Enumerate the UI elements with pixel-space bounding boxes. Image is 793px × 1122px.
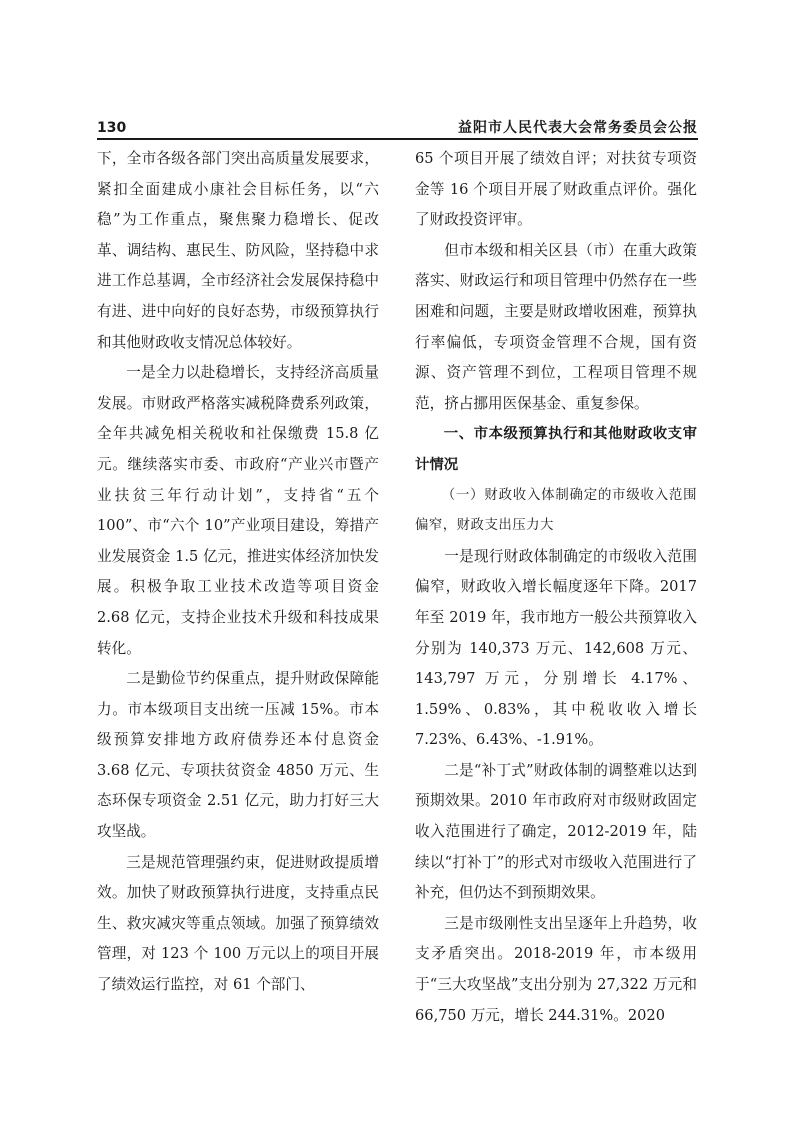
right-column <box>415 144 697 1031</box>
section-heading: 一、市本级预算执行和其他财政收支审计情况 <box>415 426 697 473</box>
left-column <box>97 144 379 1001</box>
paragraph: 三是市级刚性支出呈逐年上升趋势，收支矛盾突出。2018-2019 年，市本级用于“三大攻坚战”支出分别为 27,322 万元和 66,750 万元，增长 244.31%。2020 <box>415 914 697 1024</box>
paragraph: 二是勤俭节约保重点，提升财政保障能力。市本级项目支出统一压减 15%。市本级预算安排地方政府债券还本付息资金 3.68 亿元、专项扶贫资金 4850 万元、生态环保专项资金 2.51 亿元，助力打好三大攻坚战。 <box>97 670 379 841</box>
header-rule <box>97 138 698 140</box>
journal-title: 益阳市人民代表大会常务委员会公报 <box>458 120 698 136</box>
paragraph: 一是现行财政体制确定的市级收入范围偏窄，财政收入增长幅度逐年下降。2017 年至 2019 年，我市地方一般公共预算收入分别为 140,373 万元、142,608 万元、143,797 万元，分别增长 4.17%、1.59%、0.83%，其中税收收入增长 7.23%、6.43%、-1.91%。 <box>415 547 697 749</box>
page-number: 130 <box>97 120 127 136</box>
paragraph: 一是全力以赴稳增长，支持经济高质量发展。市财政严格落实减税降费系列政策，全年共减免相关税收和社保缴费 15.8 亿元。继续落实市委、市政府“产业兴市暨产业扶贫三年行动计划”，支持省“五个 100”、市“六个 10”产业项目建设，筹措产业发展资金 1.5 亿元，推进实体经济加快发展。积极争取工业技术改造等项目资金 2.68 亿元，支持企业技术升级和科技成果转化。 <box>97 364 379 657</box>
paragraph: 二是“补丁式”财政体制的调整难以达到预期效果。2010 年市政府对市级财政固定收入范围进行了确定，2012-2019 年，陆续以“打补丁”的形式对市级收入范围进行了补充，但仍达不到预期效果。 <box>415 761 697 902</box>
paragraph: 下，全市各级各部门突出高质量发展要求，紧扣全面建成小康社会目标任务，以“六稳”为工作重点，聚焦聚力稳增长、促改革、调结构、惠民生、防风险，坚持稳中求进工作总基调，全市经济社会发展保持稳中有进、进中向好的良好态势，市级预算执行和其他财政收支情况总体较好。 <box>97 150 379 351</box>
paragraph: 但市本级和相关区县（市）在重大政策落实、财政运行和项目管理中仍然存在一些困难和问题，主要是财政增收困难，预算执行率偏低，专项资金管理不合规，国有资源、资产管理不到位，工程项目管理不规范，挤占挪用医保基金、重复参保。 <box>415 241 697 412</box>
paragraph: 三是规范管理强约束，促进财政提质增效。加快了财政预算执行进度，支持重点民生、救灾减灾等重点领域。加强了预算绩效管理，对 123 个 100 万元以上的项目开展了绩效运行监控，对 61 个部门、 <box>97 853 379 994</box>
subsection-heading: （一）财政收入体制确定的市级收入范围偏窄，财政支出压力大 <box>415 487 697 534</box>
page-header <box>97 117 698 139</box>
paragraph: 65 个项目开展了绩效自评；对扶贫专项资金等 16 个项目开展了财政重点评价。强化了财政投资评审。 <box>415 150 697 229</box>
